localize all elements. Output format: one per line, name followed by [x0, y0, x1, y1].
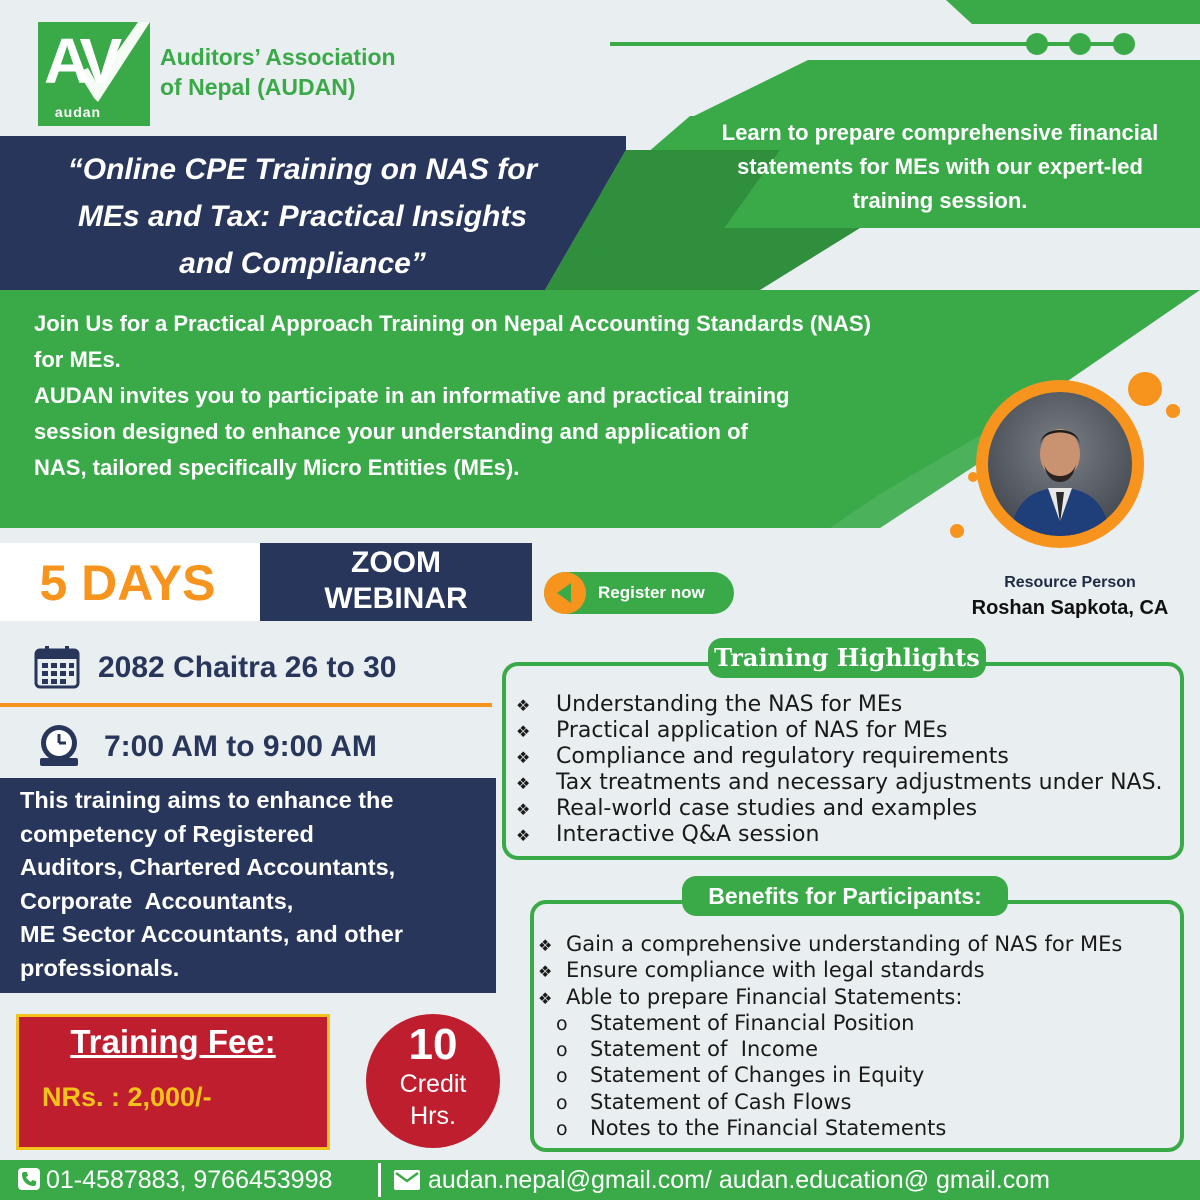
aims-text: [20, 784, 492, 986]
title-line2: MEs and Tax: Practical Insights: [77, 200, 528, 233]
diamond-bullet-icon: ❖: [516, 722, 531, 741]
circle-bullet-icon: o: [556, 1039, 568, 1062]
diamond-bullet-icon: ❖: [516, 800, 531, 819]
title-line1: “Online CPE Training on NAS for: [67, 153, 538, 186]
sub-list-item: o Statement of Cash Flows: [538, 1090, 1178, 1116]
calendar-icon: [34, 645, 80, 689]
list-item: ❖ Tax treatments and necessary adjustments under NAS.: [516, 770, 1163, 795]
platform-line2: WEBINAR: [324, 582, 468, 615]
org-name-line2: of Nepal (AUDAN): [160, 74, 356, 100]
aims-line5: ME Sector Accountants, and other: [20, 921, 404, 948]
register-arrow-icon: [544, 572, 586, 614]
training-title: [30, 146, 575, 287]
list-item: ❖ Ensure compliance with legal standards: [538, 958, 1178, 984]
circle-bullet-icon: o: [556, 1091, 568, 1114]
intro-line4: session designed to enhance your understanding and application of: [34, 419, 748, 444]
list-item: ❖ Compliance and regulatory requirements: [516, 744, 1009, 769]
duration-text: 5 DAYS: [39, 555, 216, 611]
org-name-line1: Auditors’ Association: [160, 44, 396, 70]
phone-icon: [18, 1168, 40, 1190]
aims-line4: Corporate Accountants,: [20, 887, 294, 914]
list-item: ❖ Practical application of NAS for MEs: [516, 718, 948, 743]
decor-dot: [950, 524, 964, 538]
diamond-bullet-icon: ❖: [516, 696, 531, 715]
intro-line3: AUDAN invites you to participate in an informative and practical training: [34, 383, 790, 408]
credit-label-line2: Hrs.: [410, 1102, 456, 1130]
list-item: ❖ Understanding the NAS for MEs: [516, 692, 903, 717]
resource-person-name: Roshan Sapkota, CA: [971, 597, 1169, 619]
divider: [0, 703, 492, 707]
decor-dot: [1166, 404, 1180, 418]
credit-number: 10: [408, 1020, 458, 1069]
footer-phone[interactable]: 01-4587883, 9766453998: [46, 1166, 333, 1194]
person-portrait-icon: [988, 392, 1132, 536]
aims-line3: Auditors, Chartered Accountants,: [20, 854, 396, 881]
tagline-line1: Learn to prepare comprehensive financial: [721, 120, 1159, 145]
list-item: ❖ Real-world case studies and examples: [516, 796, 978, 821]
title-line3: and Compliance”: [179, 247, 426, 280]
list-item: ❖ Interactive Q&A session: [516, 822, 820, 847]
event-time: 7:00 AM to 9:00 AM: [104, 730, 377, 763]
intro-paragraph: [34, 306, 994, 486]
logo-letters: AV: [44, 25, 117, 97]
diamond-bullet-icon: ❖: [538, 936, 553, 955]
tagline-line3: training session.: [852, 188, 1028, 213]
platform-text: [260, 545, 532, 617]
diamond-bullet-icon: ❖: [516, 748, 531, 767]
event-date: 2082 Chaitra 26 to 30: [98, 651, 397, 684]
diamond-bullet-icon: ❖: [538, 962, 553, 982]
intro-line1: Join Us for a Practical Approach Training on Nepal Accounting Standards (NAS): [34, 311, 871, 336]
diamond-bullet-icon: ❖: [538, 988, 553, 1008]
decor-dot: [1128, 372, 1162, 406]
tagline: [680, 116, 1200, 218]
sub-list-item: o Statement of Changes in Equity: [538, 1063, 1178, 1089]
intro-line5: NAS, tailored specifically Micro Entities (MEs).: [34, 455, 520, 480]
footer-email[interactable]: audan.nepal@gmail.com/ audan.education@ gmail.com: [428, 1166, 1050, 1194]
benefits-title: Benefits for Participants:: [682, 876, 1008, 916]
circle-bullet-icon: o: [556, 1118, 568, 1141]
intro-line2: for MEs.: [34, 347, 121, 372]
circle-bullet-icon: o: [556, 1065, 568, 1088]
platform-line1: ZOOM: [351, 546, 441, 579]
diamond-bullet-icon: ❖: [516, 774, 531, 793]
logo-subtext: audan: [54, 104, 102, 120]
sub-list-item: o Statement of Financial Position: [538, 1011, 1178, 1037]
aims-line1: This training aims to enhance the: [20, 787, 394, 813]
list-item: ❖ Gain a comprehensive understanding of NAS for MEs: [538, 932, 1178, 958]
mail-icon: [394, 1170, 420, 1190]
circle-bullet-icon: o: [556, 1012, 568, 1035]
sub-list-item: o Statement of Income: [538, 1037, 1178, 1063]
credit-label-line1: Credit: [399, 1070, 467, 1098]
resource-person-label: Resource Person: [1004, 574, 1136, 591]
credit-label: [366, 1068, 500, 1132]
highlights-title: Training Highlights: [708, 638, 986, 678]
sub-list-item: o Notes to the Financial Statements: [538, 1116, 1178, 1142]
aims-line6: professionals.: [20, 954, 180, 981]
clock-icon: [36, 722, 82, 768]
highlights-list: [516, 692, 1186, 848]
resource-person-photo: [988, 392, 1132, 536]
tagline-line2: statements for MEs with our expert-led: [737, 154, 1143, 179]
aims-line2: competency of Registered: [20, 820, 314, 847]
org-name: [160, 42, 460, 102]
footer-divider: [378, 1163, 381, 1197]
diamond-bullet-icon: ❖: [516, 826, 531, 845]
benefits-list: [538, 932, 1178, 1142]
register-button[interactable]: Register now: [544, 572, 734, 614]
fee-title: Training Fee:: [70, 1023, 276, 1060]
list-item: ❖ Able to prepare Financial Statements:: [538, 985, 1178, 1011]
fee-value: NRs. : 2,000/-: [42, 1082, 212, 1112]
